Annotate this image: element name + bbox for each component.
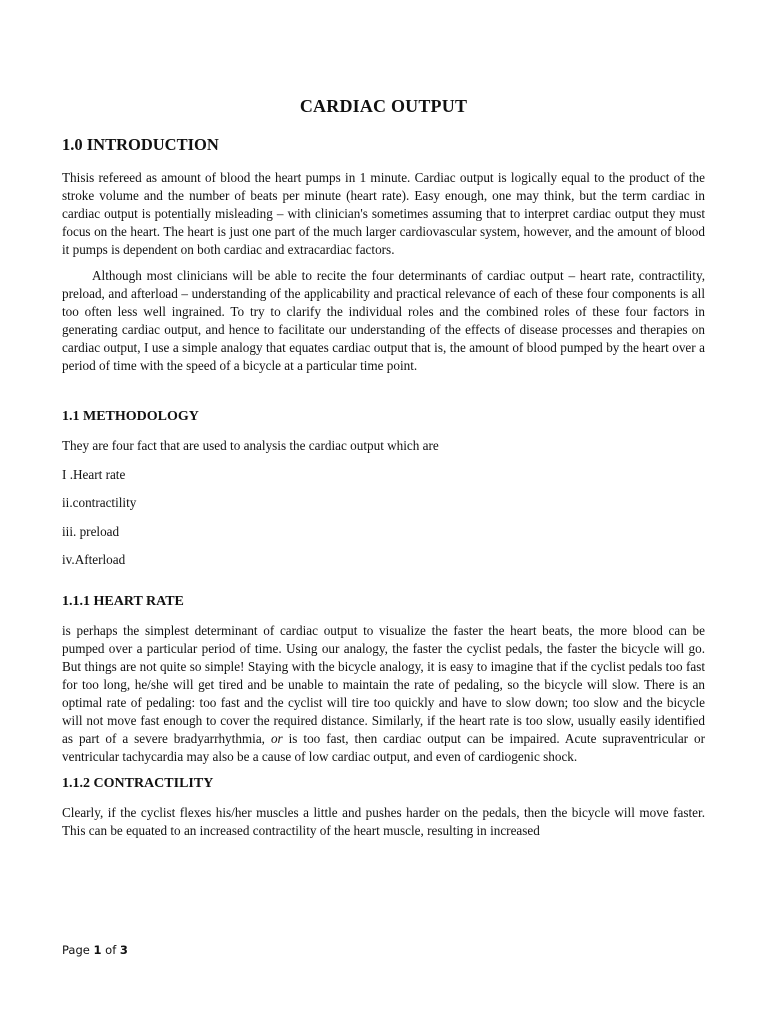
document-title: CARDIAC OUTPUT bbox=[299, 96, 468, 116]
heart-rate-text-b: is too fast, then cardiac output can be impaired. Acute supraventricular or ventricular tachycardia may also be a cause of low cardiac output, and even of cardiogenic shock. bbox=[62, 730, 706, 764]
heart-rate-paragraph bbox=[62, 622, 705, 766]
heart-rate-text-a: is perhaps the simplest determinant of cardiac output to visualize the faster the heart beats, the more blood can be pumped over a particular period of time. Using our analogy, the faster the cyclist pedals, the faster the bicycle will go. But things are not quite so simple! Staying with the bicycle analogy, it is easy to imagine that if the cyclist pedals too fast for too long, he/she will get tired and be unable to maintain the rate of pedaling, so the bicycle will slow. There is an optimal rate of pedaling: too fast and the cyclist will tire too quickly and have to slow down; too slow and the bicycle will not move fast enough to cover the required distance. Similarly, if the heart rate is too slow, usually easily identified as part of a severe bradyarrhythmia, bbox=[62, 622, 705, 746]
methodology-item: I .Heart rate bbox=[62, 466, 126, 482]
methodology-lead: They are four fact that are used to analysis the cardiac output which are bbox=[62, 438, 439, 453]
intro-paragraph-2: Although most clinicians will be able to recite the four determinants of cardiac output – heart rate, contractility, preload, and afterload – understanding of the applicability and practical relevance of each of these four components is all too often less well ingrained. To try to clarify the individual roles and the combined roles of these four factors in generating cardiac output, and hence to facilitate our understanding of the effects of disease processes and therapies on cardiac output, I use a simple analogy that equates cardiac output that is, the amount of blood pumped by the heart over a period of time with the speed of a bicycle at a particular time point. bbox=[62, 268, 705, 373]
methodology-item: iv.Afterload bbox=[62, 552, 126, 567]
page-total: 3 bbox=[119, 943, 128, 957]
page-label: Page bbox=[62, 943, 94, 957]
page-of-label: of bbox=[101, 943, 120, 957]
section-spacer bbox=[62, 580, 705, 594]
methodology-item: ii.contractility bbox=[62, 495, 137, 510]
document-body bbox=[62, 90, 705, 848]
methodology-item: iii. preload bbox=[62, 523, 120, 539]
contractility-paragraph: Clearly, if the cyclist flexes his/her muscles a little and pushes harder on the pedals, then the bicycle will move faster. This can be equated to an increased contractility of the heart muscle, resulting in increased bbox=[62, 804, 705, 838]
heart-rate-text-or: or bbox=[270, 730, 283, 746]
section-heading-introduction: 1.0 INTRODUCTION bbox=[62, 135, 219, 154]
intro-paragraph-1: Thisis refereed as amount of blood the heart pumps in 1 minute. Cardiac output is logically equal to the product of the stroke volume and the number of beats per minute (heart rate). Easy enough, one may think, but the term cardiac in cardiac output is potentially misleading – with clinician's sometimes assuming that to interpret cardiac output they must focus on the heart. The heart is just one part of the much larger cardiovascular system, however, and the amount of blood it pumps is dependent on both cardiac and extracardiac factors. bbox=[62, 170, 705, 257]
page-footer bbox=[62, 943, 128, 957]
section-heading-methodology: 1.1 METHODOLOGY bbox=[62, 409, 199, 424]
section-heading-heart-rate: 1.1.1 HEART RATE bbox=[62, 593, 184, 609]
section-heading-contractility: 1.1.2 CONTRACTILITY bbox=[62, 775, 214, 791]
page-number: 1 bbox=[93, 943, 102, 957]
section-spacer bbox=[62, 383, 705, 409]
